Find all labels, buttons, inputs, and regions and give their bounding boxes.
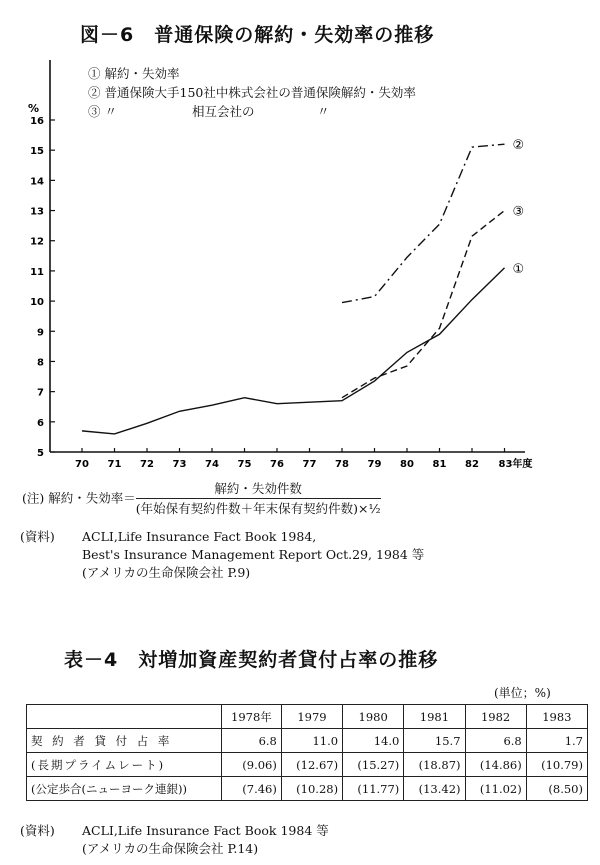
table-header-cell: 1981 bbox=[404, 705, 465, 729]
formula-numerator: 解約・失効件数 bbox=[136, 480, 381, 499]
table-header-cell: 1980 bbox=[343, 705, 404, 729]
row-label: (長期プライムレート) bbox=[27, 753, 222, 777]
table-header-row bbox=[27, 705, 588, 729]
y-tick-label: 8 bbox=[37, 357, 44, 369]
y-tick-label: 10 bbox=[30, 297, 44, 309]
source-line: (アメリカの生命保険会社 P.14) bbox=[82, 841, 259, 856]
figure-source bbox=[20, 528, 424, 582]
y-tick-label: 9 bbox=[37, 327, 44, 339]
source-line: ACLI,Life Insurance Fact Book 1984 等 bbox=[82, 823, 329, 838]
source-label: (資料) bbox=[20, 529, 55, 544]
x-tick-label: 83年度 bbox=[498, 459, 533, 470]
y-tick-label: 12 bbox=[30, 236, 44, 248]
x-tick-label: 73 bbox=[172, 459, 187, 470]
source-line: (アメリカの生命保険会社 P.9) bbox=[82, 565, 251, 580]
series-line-1 bbox=[82, 268, 505, 434]
y-tick-label: 15 bbox=[30, 146, 44, 158]
table-cell: (11.77) bbox=[343, 777, 404, 801]
table-row bbox=[27, 753, 588, 777]
source-line: ACLI,Life Insurance Fact Book 1984, bbox=[82, 529, 317, 544]
row-label: 契 約 者 貸 付 占 率 bbox=[27, 729, 222, 753]
table-source bbox=[20, 822, 329, 858]
table-row bbox=[27, 777, 588, 801]
chart-series bbox=[82, 138, 524, 434]
y-unit-label: % bbox=[28, 102, 40, 115]
table-title: 表－4 対増加資産契約者貸付占率の推移 bbox=[64, 649, 439, 671]
formula-prefix: (注) 解約・失効率＝ bbox=[22, 490, 136, 506]
series-end-label: ② bbox=[512, 138, 525, 154]
table-cell: (11.02) bbox=[465, 777, 526, 801]
table-unit: (単位；%) bbox=[494, 686, 551, 700]
x-tick-label: 75 bbox=[237, 459, 252, 470]
y-tick-label: 13 bbox=[30, 206, 44, 218]
table-header-cell bbox=[27, 705, 222, 729]
y-tick-label: 7 bbox=[37, 387, 44, 399]
y-axis-ticks bbox=[30, 116, 55, 459]
formula-fraction bbox=[136, 480, 381, 518]
table-cell: (7.46) bbox=[222, 777, 282, 801]
source-line: Best's Insurance Management Report Oct.29, 1984 等 bbox=[82, 547, 425, 562]
series-line-2 bbox=[342, 144, 505, 302]
table-header-cell: 1983 bbox=[526, 705, 587, 729]
table-row bbox=[27, 729, 588, 753]
table-cell: (10.79) bbox=[526, 753, 587, 777]
series-end-label: ① bbox=[512, 261, 525, 277]
table-cell: (9.06) bbox=[222, 753, 282, 777]
x-tick-label: 77 bbox=[302, 459, 317, 470]
table-cell: (13.42) bbox=[404, 777, 465, 801]
table-cell: 1.7 bbox=[526, 729, 587, 753]
table-cell: 15.7 bbox=[404, 729, 465, 753]
row-label: (公定歩合(ニューヨーク連銀)) bbox=[27, 777, 222, 801]
x-tick-label: 82 bbox=[465, 459, 479, 470]
table-cell: (14.86) bbox=[465, 753, 526, 777]
series-end-label: ③ bbox=[512, 204, 525, 220]
y-tick-label: 16 bbox=[30, 116, 44, 127]
table-cell: (10.28) bbox=[281, 777, 342, 801]
x-tick-label: 74 bbox=[205, 459, 219, 470]
table-header-cell: 1982 bbox=[465, 705, 526, 729]
x-tick-label: 72 bbox=[140, 459, 154, 470]
data-table bbox=[26, 704, 588, 801]
table-cell: 6.8 bbox=[465, 729, 526, 753]
table-header-cell: 1978年 bbox=[222, 705, 282, 729]
x-tick-label: 71 bbox=[107, 459, 122, 470]
x-tick-label: 79 bbox=[367, 459, 382, 470]
table-cell: (15.27) bbox=[343, 753, 404, 777]
formula-denominator: (年始保有契約件数＋年末保有契約件数)×½ bbox=[135, 501, 381, 516]
table-cell: 11.0 bbox=[281, 729, 342, 753]
x-tick-label: 76 bbox=[270, 459, 284, 470]
x-tick-label: 70 bbox=[75, 459, 89, 470]
x-tick-label: 78 bbox=[335, 459, 349, 470]
x-tick-label: 81 bbox=[432, 459, 447, 470]
legend-entry-1: ① 解約・失効率 bbox=[88, 66, 180, 81]
table-cell: (8.50) bbox=[526, 777, 587, 801]
table-header-cell: 1979 bbox=[281, 705, 342, 729]
table-cell: 6.8 bbox=[222, 729, 282, 753]
legend-entry-3: ③ 〃 相互会社の 〃 bbox=[88, 104, 330, 119]
source-label: (資料) bbox=[20, 823, 55, 838]
legend-entry-2: ② 普通保険大手150社中株式会社の普通保険解約・失効率 bbox=[88, 85, 416, 100]
table-cell: (12.67) bbox=[281, 753, 342, 777]
formula-note bbox=[22, 480, 381, 518]
y-tick-label: 11 bbox=[30, 266, 44, 278]
chart-axes bbox=[50, 60, 525, 452]
y-tick-label: 6 bbox=[37, 417, 44, 429]
table-cell: 14.0 bbox=[343, 729, 404, 753]
series-line-3 bbox=[342, 211, 505, 398]
y-tick-label: 14 bbox=[30, 176, 44, 188]
figure-title: 図－6 普通保険の解約・失効率の推移 bbox=[80, 24, 435, 46]
table-cell: (18.87) bbox=[404, 753, 465, 777]
x-tick-label: 80 bbox=[400, 459, 414, 470]
y-tick-label: 5 bbox=[37, 448, 44, 459]
